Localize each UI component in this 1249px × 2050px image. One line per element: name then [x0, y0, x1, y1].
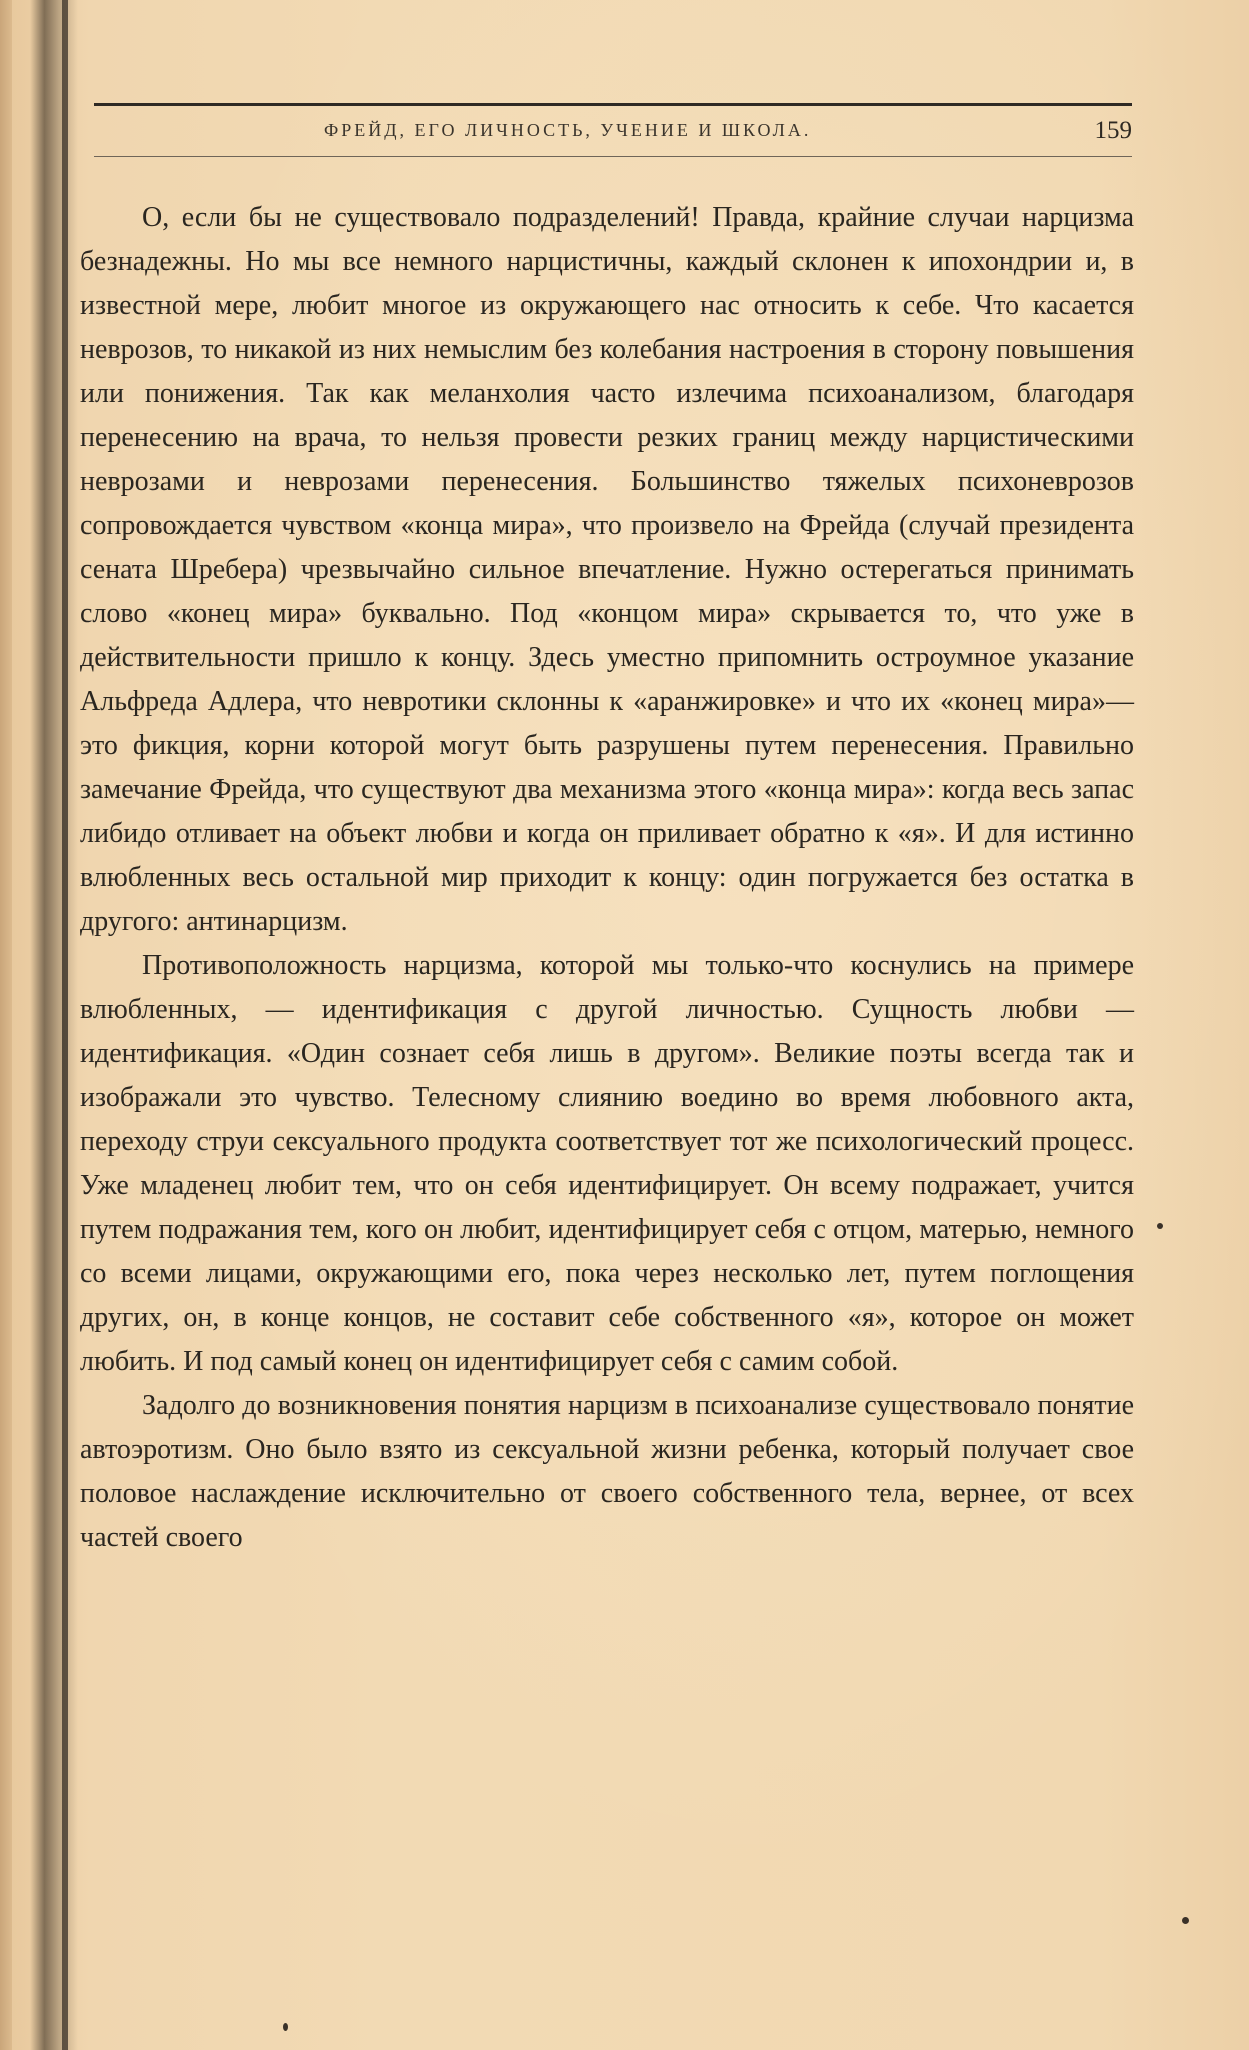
ink-speck — [1182, 1917, 1189, 1924]
header-underline — [94, 156, 1132, 157]
gutter-shadow — [30, 0, 78, 2050]
page-edge — [0, 0, 12, 2050]
paragraph: Противоположность нарцизма, которой мы только-что коснулись на примере влюбленных, — идентификация с другой личностью. Сущность любви — идентификация. «Один сознает себя лишь в другом». Великие поэты всегда так и изображали это чувство. Телесному слиянию воедино во время любовного акта, переходу струи сексуального продукта соответствует тот же психологический процесс. Уже младенец любит тем, что он себя идентифицирует. Он всему подражает, учится путем подражания тем, кого он любит, идентифицирует себя с отцом, матерью, немного со всеми лицами, окружающими его, пока через несколько лет, путем поглощения других, он, в конце концов, не составит себе собственного «я», которое он может любить. И под самый конец он идентифицирует себя с самим собой. — [80, 950, 1134, 1377]
ink-speck — [283, 2023, 288, 2031]
ink-speck — [1157, 1223, 1163, 1229]
header-rule — [94, 103, 1132, 106]
running-title: ФРЕЙД, ЕГО ЛИЧНОСТЬ, УЧЕНИЕ И ШКОЛА. — [324, 120, 812, 140]
paragraph: О, если бы не существовало подразделений! Правда, крайние случаи нарцизма безнадежны. Но мы все немного нарцистичны, каждый склонен к ипохондрии и, в известной мере, любит многое из окружающего нас относить к себе. Что касается неврозов, то никакой из них немыслим без колебания настроения в сторону повышения или понижения. Так как меланхолия часто излечима психоанализом, благодаря перенесению на врача, то нельзя провести резких границ между нарцистическими неврозами и неврозами перенесения. Большинство тяжелых психоневрозов сопровождается чувством «конца мира», что произвело на Фрейда (случай президента сената Шребера) чрезвычайно сильное впечатление. Нужно остерегаться принимать слово «конец мира» буквально. Под «концом мира» скрывается то, что уже в действительности пришло к концу. Здесь уместно припомнить остроумное указание Альфреда Адлера, что невротики склонны к «аранжировке» и что их «конец мира»—это фикция, корни которой могут быть разрушены путем перенесения. Правильно замечание Фрейда, что существуют два механизма этого «конца мира»: когда весь запас либидо отливает на объект любви и когда он приливает обратно к «я». И для истинно влюбленных весь остальной мир приходит к концу: один погружается без остатка в другого: антинарцизм. — [80, 202, 1134, 937]
paragraph: Задолго до возникновения понятия нарцизм в психоанализе существовало понятие автоэротизм. Оно было взято из сексуальной жизни ребенка, который получает свое половое наслаждение исключительно от своего собственного тела, вернее, от всех частей своего — [80, 1390, 1134, 1553]
body-text — [80, 196, 1134, 1560]
page-number: 159 — [1094, 117, 1132, 144]
gutter-binding — [62, 0, 68, 2050]
running-head — [94, 117, 1132, 147]
